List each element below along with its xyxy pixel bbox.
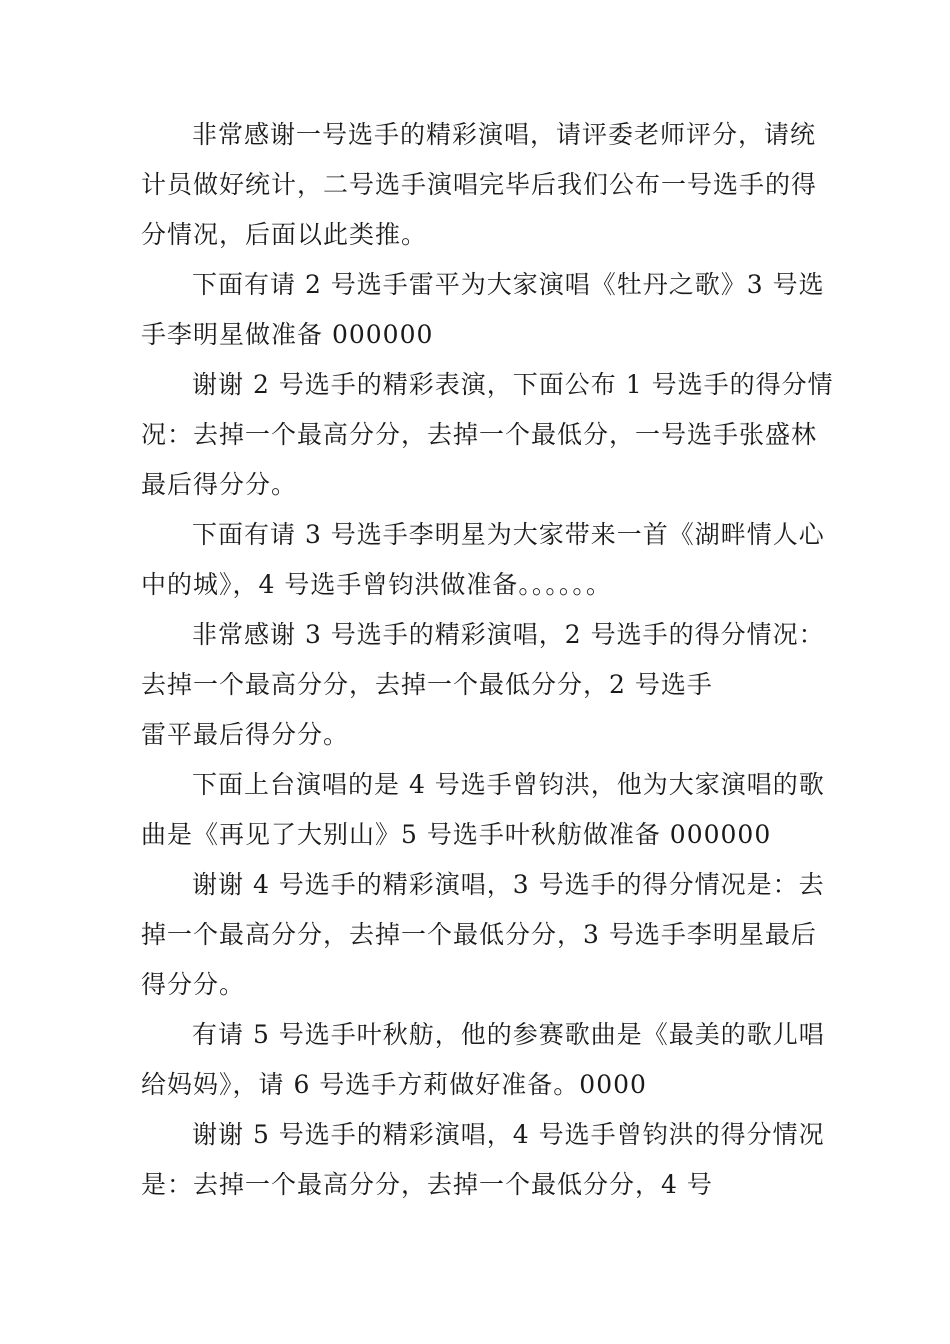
paragraph-5-line-2: 去掉一个最高分分，去掉一个最低分分，2 号选手 (141, 670, 713, 699)
paragraph-1-line-1: 非常感谢一号选手的精彩演唱，请评委老师评分，请统 (192, 120, 817, 149)
paragraph-5-line-3: 雷平最后得分分。 (141, 720, 350, 749)
paragraph-8-line-1: 有请 5 号选手叶秋舫，他的参赛歌曲是《最美的歌儿唱 (192, 1020, 825, 1049)
paragraph-7-line-1: 谢谢 4 号选手的精彩演唱，3 号选手的得分情况是：去 (192, 870, 825, 899)
paragraph-3-line-3: 最后得分分。 (141, 470, 298, 499)
paragraph-8-line-2: 给妈妈》，请 6 号选手方莉做好准备。0000 (141, 1070, 647, 1099)
paragraph-3-line-2: 况：去掉一个最高分分，去掉一个最低分，一号选手张盛林 (141, 420, 818, 449)
paragraph-4-line-2: 中的城》，4 号选手曾钧洪做准备。。。。。。 (141, 570, 612, 599)
paragraph-4-line-1: 下面有请 3 号选手李明星为大家带来一首《湖畔情人心 (192, 520, 825, 549)
paragraph-9-line-2: 是：去掉一个最高分分，去掉一个最低分分，4 号 (141, 1170, 713, 1199)
paragraph-1-line-3: 分情况，后面以此类推。 (141, 220, 428, 249)
paragraph-2-line-1: 下面有请 2 号选手雷平为大家演唱《牡丹之歌》3 号选 (192, 270, 825, 299)
paragraph-2-line-2: 手李明星做准备 000000 (141, 320, 434, 349)
paragraph-7-line-2: 掉一个最高分分，去掉一个最低分分，3 号选手李明星最后 (141, 920, 817, 949)
paragraph-6-line-1: 下面上台演唱的是 4 号选手曾钧洪，他为大家演唱的歌 (192, 770, 825, 799)
paragraph-1-line-2: 计员做好统计，二号选手演唱完毕后我们公布一号选手的得 (141, 170, 818, 199)
paragraph-5-line-1: 非常感谢 3 号选手的精彩演唱，2 号选手的得分情况： (192, 620, 825, 649)
paragraph-7-line-3: 得分分。 (141, 970, 246, 999)
paragraph-9-line-1: 谢谢 5 号选手的精彩演唱，4 号选手曾钧洪的得分情况 (192, 1120, 825, 1149)
paragraph-6-line-2: 曲是《再见了大别山》5 号选手叶秋舫做准备 000000 (141, 820, 772, 849)
paragraph-3-line-1: 谢谢 2 号选手的精彩表演，下面公布 1 号选手的得分情 (192, 370, 834, 399)
